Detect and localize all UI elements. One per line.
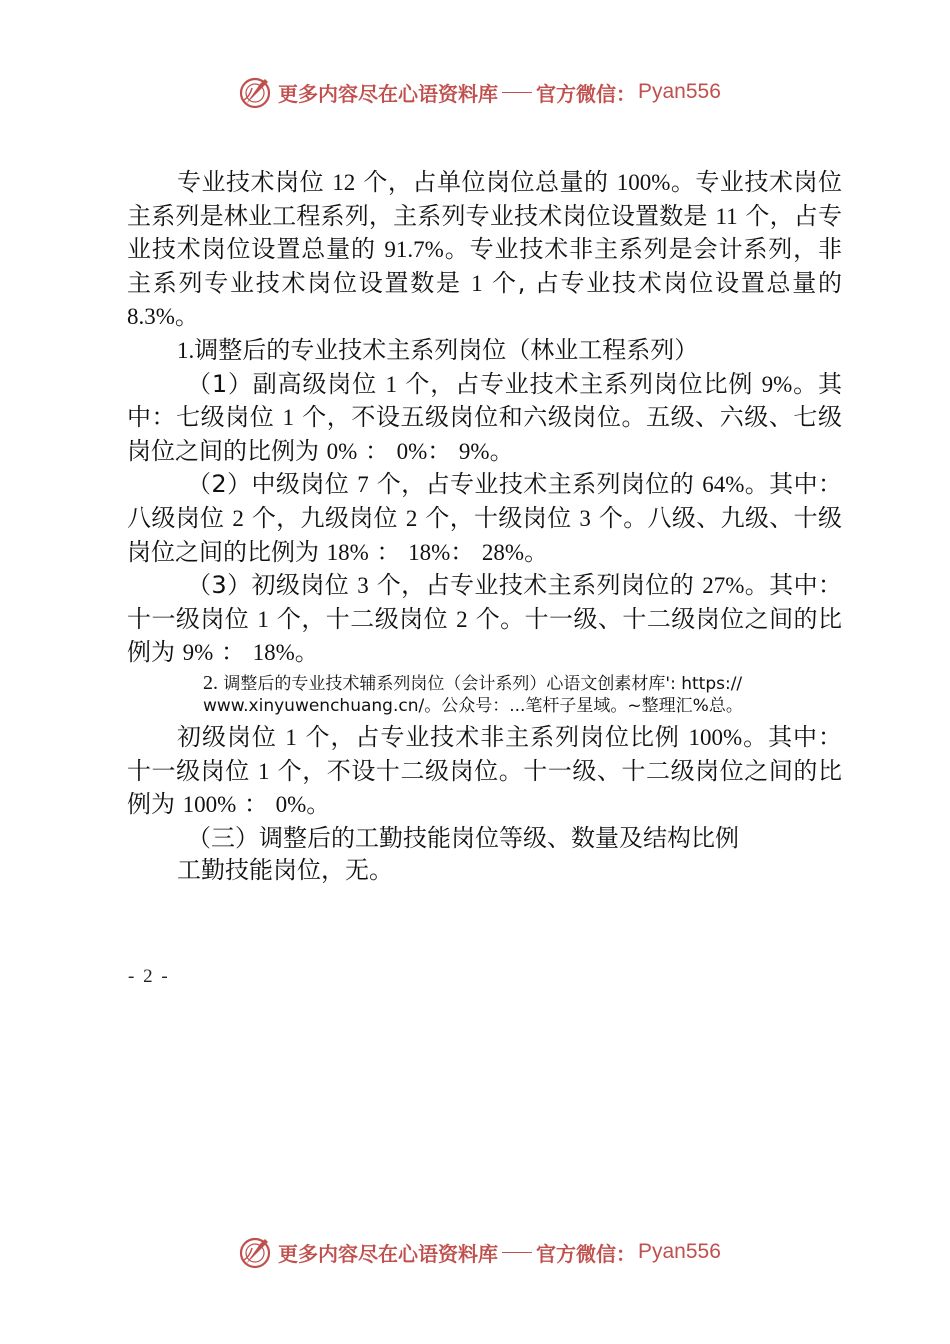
banner-brand-text: 更多内容尽在心语资料库 — [278, 81, 498, 106]
banner-wechat-label: 官方微信： — [536, 81, 636, 106]
section-heading-auxiliary-series: 2. 调整后的专业技术辅系列岗位（会计系列）心语文创素材库': https:// www.xinyuwenchuang.cn/。公众号：...笔杆子星域。~整理汇%总。 — [203, 671, 743, 716]
banner-dash — [502, 1252, 532, 1253]
header-banner — [238, 72, 721, 112]
paragraph-junior-positions: （3）初级岗位 3 个，占专业技术主系列岗位的 27%。其中：十一级岗位 1 个，十二级岗位 2 个。十一级、十二级岗位之间的比例为 9% ： 18%。 — [127, 571, 843, 667]
pen-logo-icon — [238, 1234, 274, 1270]
page-number: - 2 - — [128, 966, 170, 987]
paragraph-overview: 专业技术岗位 12 个，占单位岗位总量的 100%。专业技术岗位主系列是林业工程系列，主系列专业技术岗位设置数是 11 个，占专业技术岗位设置总量的 91.7%。专业技术非主系列是会计系列，非主系列专业技术岗位设置数是 1 个, 占专业技术岗位设置总量的 8.3%。 — [127, 168, 842, 331]
paragraph-senior-positions: （1）副高级岗位 1 个，占专业技术主系列岗位比例 9%。其中：七级岗位 1 个，不设五级岗位和六级岗位。五级、六级、七级岗位之间的比例为 0% ： 0%： 9%。 — [127, 369, 842, 465]
section-heading-service-positions: （三）调整后的工勤技能岗位等级、数量及结构比例 — [187, 823, 739, 852]
banner-dash — [502, 92, 532, 93]
paragraph-accounting-positions: 初级岗位 1 个，占专业技术非主系列岗位比例 100%。其中： 十一级岗位 1 个，不设十二级岗位。十一级、十二级岗位之间的比例为 100% ： 0%。 — [127, 722, 842, 819]
banner-wechat-label: 官方微信： — [536, 1241, 636, 1266]
paragraph-service-positions: 工勤技能岗位，无。 — [177, 856, 393, 885]
footer-banner — [238, 1232, 721, 1272]
banner-wechat-handle: Pyan556 — [638, 80, 721, 103]
paragraph-intermediate-positions: （2）中级岗位 7 个，占专业技术主系列岗位的 64%。其中： 八级岗位 2 个，九级岗位 2 个，十级岗位 3 个。八级、九级、十级岗位之间的比例为 18% ： 18%： 28%。 — [127, 470, 843, 566]
banner-wechat-handle: Pyan556 — [638, 1240, 721, 1263]
document-body — [127, 166, 842, 887]
pen-logo-icon — [238, 74, 274, 110]
section-heading-main-series: 1.调整后的专业技术主系列岗位（林业工程系列） — [177, 335, 699, 364]
banner-brand-text: 更多内容尽在心语资料库 — [278, 1241, 498, 1266]
